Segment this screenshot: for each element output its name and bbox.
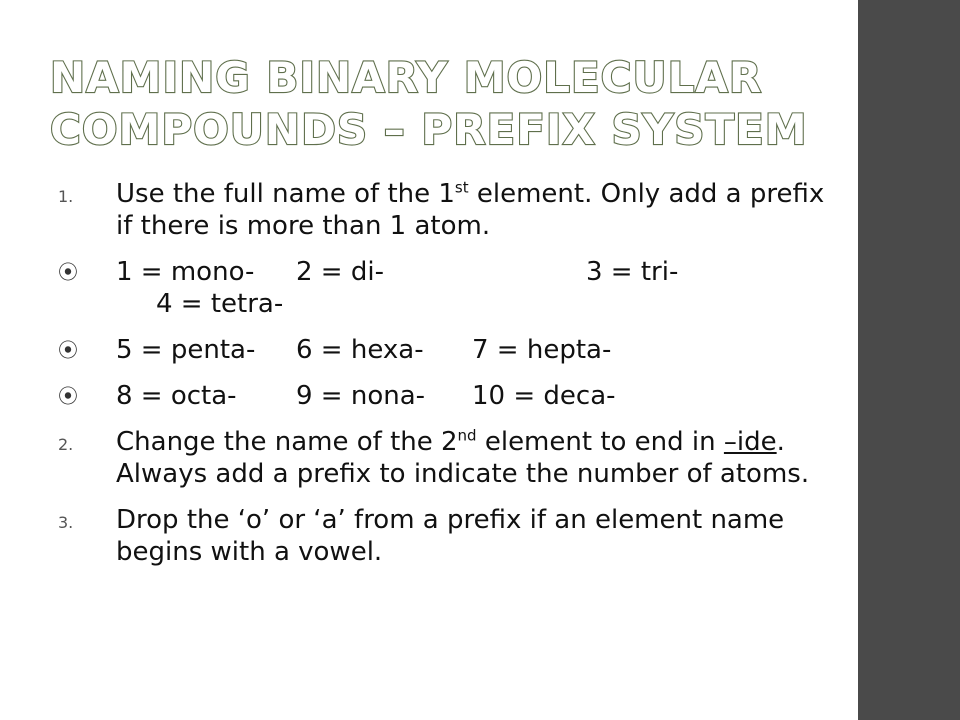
prefix-row-2 bbox=[58, 334, 848, 366]
step-3-text: Drop the ‘o’ or ‘a’ from a prefix if an element name begins with a vowel. bbox=[116, 505, 785, 567]
step-2-text-b: element to end in bbox=[476, 427, 724, 457]
step-2-superscript: nd bbox=[457, 426, 477, 445]
step-3-number: 3. bbox=[58, 513, 74, 532]
step-1-text-b: element. Only add a prefix if there is more than 1 atom. bbox=[116, 179, 825, 241]
ide-suffix: –ide bbox=[723, 427, 777, 457]
bullet-icon: ⦿ bbox=[58, 384, 78, 408]
step-2-text-c: . Always add a prefix to indicate the number of atoms. bbox=[116, 427, 810, 489]
bullet-icon: ⦿ bbox=[58, 338, 78, 362]
step-1-superscript: st bbox=[454, 178, 469, 197]
prefix-cell: 1 = mono- bbox=[116, 257, 255, 287]
step-1-number: 1. bbox=[58, 187, 74, 206]
right-sidebar-bar bbox=[858, 0, 960, 720]
step-2 bbox=[58, 426, 848, 490]
prefix-cell: 8 = octa- bbox=[116, 381, 237, 411]
slide-body bbox=[58, 178, 848, 582]
prefix-cell: 2 = di- bbox=[296, 257, 384, 287]
prefix-cell: 9 = nona- bbox=[296, 381, 426, 411]
prefix-cell: 4 = tetra- bbox=[156, 289, 284, 319]
prefix-row-3 bbox=[58, 380, 848, 412]
prefix-cell: 6 = hexa- bbox=[296, 335, 424, 365]
step-3 bbox=[58, 504, 848, 568]
bullet-icon: ⦿ bbox=[58, 260, 78, 284]
step-2-number: 2. bbox=[58, 435, 74, 454]
prefix-cell: 5 = penta- bbox=[116, 335, 256, 365]
title-line-2: COMPOUNDS – PREFIX SYSTEM bbox=[50, 105, 808, 154]
prefix-cell: 7 = hepta- bbox=[472, 335, 612, 365]
prefix-cell: 10 = deca- bbox=[472, 381, 616, 411]
title-line-1: NAMING BINARY MOLECULAR bbox=[50, 53, 763, 102]
step-1-text-a: Use the full name of the 1 bbox=[116, 179, 455, 209]
slide-title bbox=[50, 52, 840, 156]
prefix-row-1 bbox=[58, 256, 848, 320]
prefix-cell: 3 = tri- bbox=[586, 257, 679, 287]
step-2-text-a: Change the name of the 2 bbox=[116, 427, 458, 457]
step-1 bbox=[58, 178, 848, 242]
